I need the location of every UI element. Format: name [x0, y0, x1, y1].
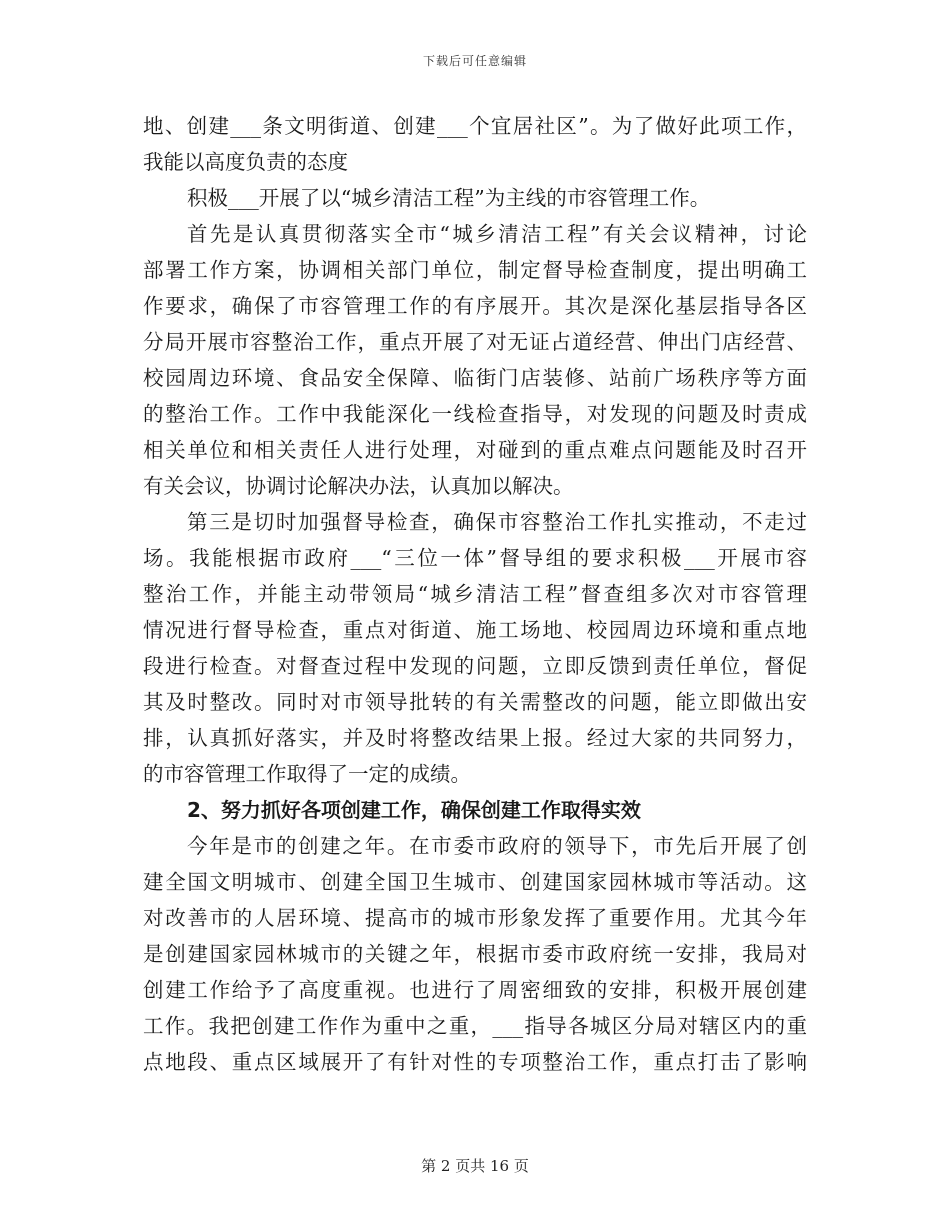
text-line: 的整治工作。工作中我能深化一线检查指导，对发现的问题及时责成	[143, 402, 807, 426]
text-line: 今年是市的创建之年。在市委市政府的领导下，市先后开展了创	[187, 834, 807, 858]
text-line: 校园周边环境、食品安全保障、临街门店装修、站前广场秩序等方面	[143, 366, 807, 390]
text-line: 场。我能根据市政府___“三位一体”督导组的要求积极___开展市容	[143, 546, 807, 570]
text-line: 相关单位和相关责任人进行处理，对碰到的重点难点问题能及时召开	[143, 438, 807, 462]
text-line: 其及时整改。同时对市领导批转的有关需整改的问题，能立即做出安	[143, 690, 807, 714]
text-line: 有关会议，协调讨论解决办法，认真加以解决。	[143, 474, 574, 498]
text-line: 积极___开展了以“城乡清洁工程”为主线的市容管理工作。	[187, 186, 711, 210]
section-heading: 2、努力抓好各项创建工作，确保创建工作取得实效	[187, 798, 641, 822]
text-line: 是创建国家园林城市的关键之年，根据市委市政府统一安排，我局对	[143, 942, 807, 966]
text-line: 首先是认真贯彻落实全市“城乡清洁工程”有关会议精神，讨论	[187, 222, 807, 246]
text-line: 创建工作给予了高度重视。也进行了周密细致的安排，积极开展创建	[143, 978, 807, 1002]
page-header: 下载后可任意编辑	[422, 54, 527, 68]
document-body	[143, 108, 807, 1080]
text-line: 整治工作，并能主动带领局“城乡清洁工程”督查组多次对市容管理	[143, 582, 807, 606]
text-line: 工作。我把创建工作作为重中之重，___指导各城区分局对辖区内的重	[143, 1014, 807, 1038]
page-number: 第 2 页共 16 页	[421, 1157, 529, 1175]
text-line: 部署工作方案，协调相关部门单位，制定督导检查制度，提出明确工	[143, 258, 807, 282]
text-line: 第三是切时加强督导检查，确保市容整治工作扎实推动，不走过	[187, 510, 807, 534]
text-line: 排，认真抓好落实，并及时将整改结果上报。经过大家的共同努力，	[143, 726, 807, 750]
text-line: 我能以高度负责的态度	[143, 150, 348, 174]
text-line: 地、创建___条文明街道、创建___个宜居社区”。为了做好此项工作，	[143, 114, 807, 138]
text-line: 分局开展市容整治工作，重点开展了对无证占道经营、伸出门店经营、	[143, 330, 807, 354]
text-line: 的市容管理工作取得了一定的成绩。	[143, 762, 471, 786]
text-line: 点地段、重点区域展开了有针对性的专项整治工作，重点打击了影响	[143, 1050, 807, 1074]
text-line: 作要求，确保了市容管理工作的有序展开。其次是深化基层指导各区	[143, 294, 807, 318]
text-line: 建全国文明城市、创建全国卫生城市、创建国家园林城市等活动。这	[143, 870, 807, 894]
text-line: 对改善市的人居环境、提高市的城市形象发挥了重要作用。尤其今年	[143, 906, 807, 930]
text-line: 段进行检查。对督查过程中发现的问题，立即反馈到责任单位，督促	[143, 654, 807, 678]
text-line: 情况进行督导检查，重点对街道、施工场地、校园周边环境和重点地	[143, 618, 807, 642]
